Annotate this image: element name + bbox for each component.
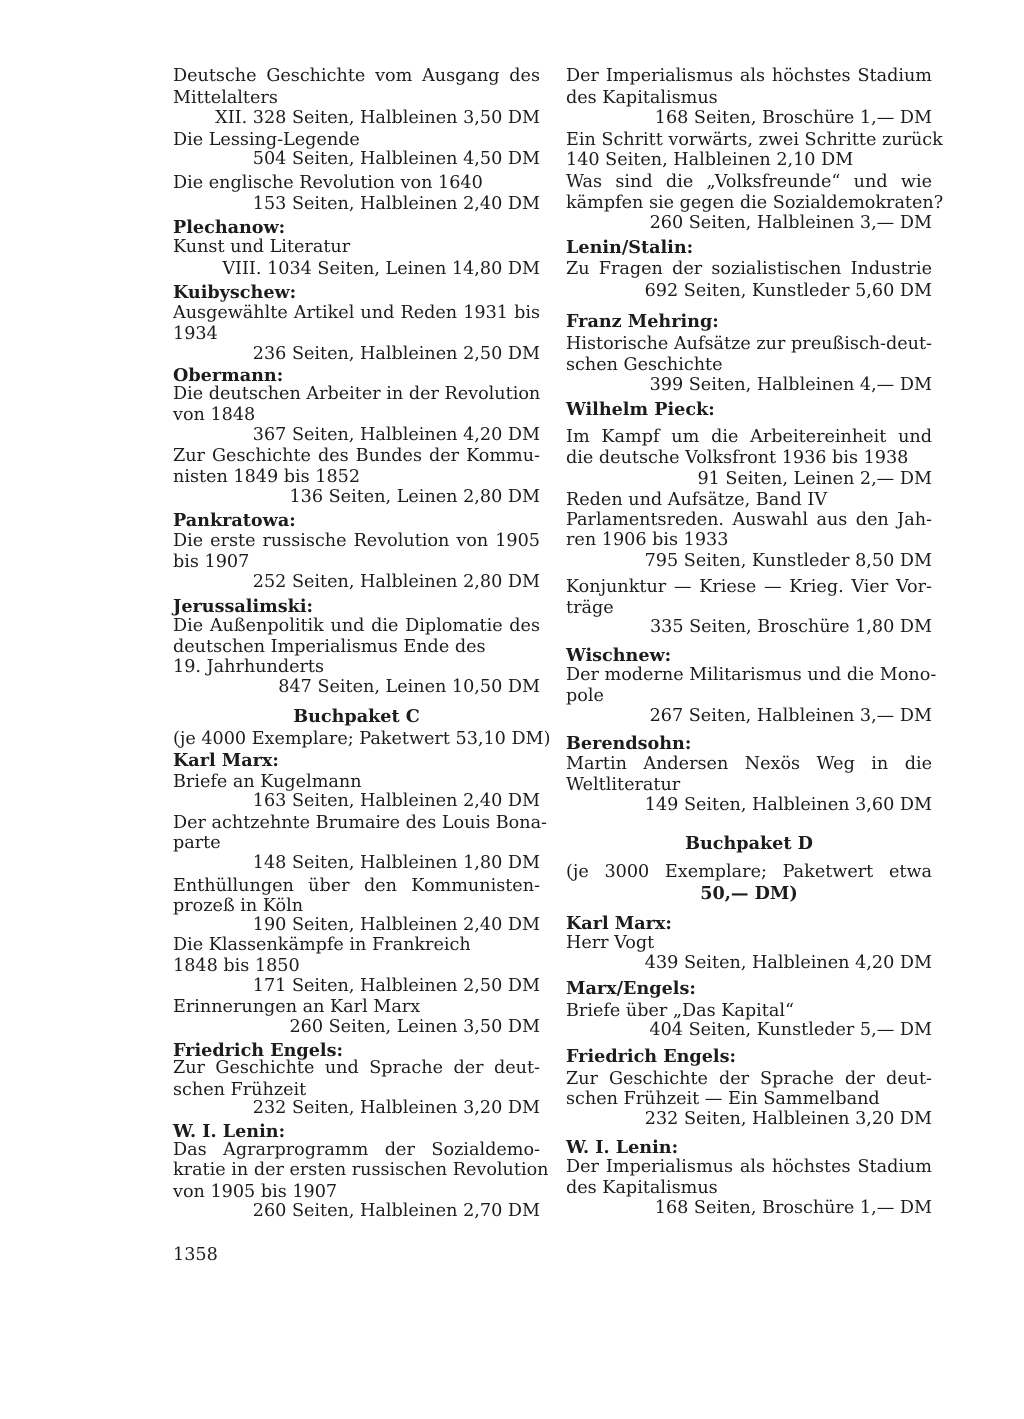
text-line: Die Lessing-Legende: [173, 130, 360, 150]
text-line: (je 4000 Exemplare; Paketwert 53,10 DM): [173, 729, 551, 749]
text-line: des Kapitalismus: [566, 88, 718, 108]
text-line: schen Frühzeit — Ein Sammelband: [566, 1089, 880, 1109]
text-line: schen Frühzeit: [173, 1080, 307, 1100]
author-heading: Karl Marx:: [566, 913, 672, 934]
text-line: 1848 bis 1850: [173, 956, 300, 976]
author-heading: Plechanow:: [173, 217, 286, 238]
text-line: Reden und Aufsätze, Band IV: [566, 490, 828, 510]
text-line: kratie in der ersten russischen Revolution: [173, 1160, 549, 1180]
author-heading: Jerussalimski:: [173, 596, 314, 617]
price-line: 168 Seiten, Broschüre 1,— DM: [654, 1198, 932, 1218]
text-line: pole: [566, 686, 604, 706]
text-line: Die erste russische Revolution von 1905: [173, 531, 540, 551]
author-heading: Obermann:: [173, 365, 284, 386]
price-line: 232 Seiten, Halbleinen 3,20 DM: [644, 1109, 932, 1129]
price-line: 439 Seiten, Halbleinen 4,20 DM: [644, 953, 932, 973]
text-line: Zur Geschichte des Bundes der Kommu-: [173, 446, 540, 466]
price-line: 91 Seiten, Leinen 2,— DM: [697, 469, 932, 489]
author-heading: W. I. Lenin:: [173, 1121, 286, 1142]
text-line: Deutsche Geschichte vom Ausgang des: [173, 66, 540, 86]
price-line: VIII. 1034 Seiten, Leinen 14,80 DM: [222, 259, 540, 279]
price-line: 171 Seiten, Halbleinen 2,50 DM: [252, 976, 540, 996]
text-line: Weltliteratur: [566, 775, 681, 795]
text-line: 140 Seiten, Halbleinen 2,10 DM: [566, 150, 854, 170]
price-line: 260 Seiten, Halbleinen 3,— DM: [649, 213, 932, 233]
author-heading: Marx/Engels:: [566, 978, 696, 999]
price-line: 236 Seiten, Halbleinen 2,50 DM: [252, 344, 540, 364]
text-line: prozeß in Köln: [173, 896, 304, 916]
price-line: 153 Seiten, Halbleinen 2,40 DM: [252, 194, 540, 214]
text-line: von 1905 bis 1907: [173, 1182, 338, 1202]
author-heading: W. I. Lenin:: [566, 1137, 679, 1158]
text-line: Briefe über „Das Kapital“: [566, 1001, 794, 1021]
text-line: Enthüllungen über den Kommunisten-: [173, 876, 540, 896]
price-line: 847 Seiten, Leinen 10,50 DM: [278, 677, 540, 697]
text-line: schen Geschichte: [566, 355, 723, 375]
text-line: Ein Schritt vorwärts, zwei Schritte zurück: [566, 130, 943, 150]
author-heading: Pankratowa:: [173, 510, 296, 531]
page-number: 1358: [173, 1245, 218, 1265]
text-line: Der moderne Militarismus und die Mono-: [566, 665, 937, 685]
text-line: träge: [566, 598, 614, 618]
text-line: Zur Geschichte und Sprache der deut-: [173, 1058, 540, 1078]
price-line: 168 Seiten, Broschüre 1,— DM: [654, 108, 932, 128]
text-line: Im Kampf um die Arbeitereinheit und: [566, 427, 932, 447]
price-line: 795 Seiten, Kunstleder 8,50 DM: [644, 551, 932, 571]
price-line: 260 Seiten, Halbleinen 2,70 DM: [252, 1201, 540, 1221]
text-line: Der Imperialismus als höchstes Stadium: [566, 66, 932, 86]
text-line: von 1848: [173, 405, 256, 425]
text-line: 1934: [173, 324, 218, 344]
section-heading: 50,— DM): [700, 883, 798, 904]
text-line: Herr Vogt: [566, 933, 655, 953]
text-line: parte: [173, 833, 221, 853]
section-heading: Buchpaket C: [293, 706, 420, 727]
text-line: Briefe an Kugelmann: [173, 772, 362, 792]
author-heading: Karl Marx:: [173, 750, 279, 771]
price-line: 252 Seiten, Halbleinen 2,80 DM: [252, 572, 540, 592]
author-heading: Franz Mehring:: [566, 311, 719, 332]
author-heading: Friedrich Engels:: [566, 1046, 736, 1067]
price-line: 692 Seiten, Kunstleder 5,60 DM: [644, 281, 932, 301]
text-line: Der achtzehnte Brumaire des Louis Bona-: [173, 813, 548, 833]
text-line: Erinnerungen an Karl Marx: [173, 997, 421, 1017]
price-line: 367 Seiten, Halbleinen 4,20 DM: [252, 425, 540, 445]
text-line: Das Agrarprogramm der Sozialdemo-: [173, 1140, 540, 1160]
text-line: Mittelalters: [173, 88, 278, 108]
price-line: 190 Seiten, Halbleinen 2,40 DM: [252, 915, 540, 935]
text-line: Ausgewählte Artikel und Reden 1931 bis: [173, 303, 540, 323]
price-line: 163 Seiten, Halbleinen 2,40 DM: [252, 791, 540, 811]
section-heading: Buchpaket D: [685, 833, 813, 854]
text-line: 19. Jahrhunderts: [173, 657, 325, 677]
text-line: deutschen Imperialismus Ende des: [173, 637, 486, 657]
text-line: Kunst und Literatur: [173, 237, 351, 257]
text-line: des Kapitalismus: [566, 1178, 718, 1198]
text-line: Zu Fragen der sozialistischen Industrie: [566, 259, 932, 279]
author-heading: Lenin/Stalin:: [566, 237, 694, 258]
text-line: Was sind die „Volksfreunde“ und wie: [566, 172, 932, 192]
price-line: 260 Seiten, Leinen 3,50 DM: [289, 1017, 540, 1037]
price-line: 267 Seiten, Halbleinen 3,— DM: [649, 706, 932, 726]
text-line: nisten 1849 bis 1852: [173, 467, 361, 487]
author-heading: Friedrich Engels:: [173, 1040, 343, 1061]
price-line: 136 Seiten, Leinen 2,80 DM: [289, 487, 540, 507]
text-line: bis 1907: [173, 552, 250, 572]
text-line: Der Imperialismus als höchstes Stadium: [566, 1157, 932, 1177]
author-heading: Berendsohn:: [566, 733, 692, 754]
text-line: Zur Geschichte der Sprache der deut-: [566, 1069, 932, 1089]
author-heading: Wischnew:: [566, 645, 672, 666]
text-line: Die Klassenkämpfe in Frankreich: [173, 935, 471, 955]
price-line: 399 Seiten, Halbleinen 4,— DM: [649, 375, 932, 395]
price-line: XII. 328 Seiten, Halbleinen 3,50 DM: [215, 108, 540, 128]
text-line: kämpfen sie gegen die Sozialdemokraten?: [566, 193, 944, 213]
text-line: Parlamentsreden. Auswahl aus den Jah-: [566, 510, 932, 530]
author-heading: Kuibyschew:: [173, 282, 297, 303]
text-line: (je 3000 Exemplare; Paketwert etwa: [566, 862, 932, 882]
price-line: 148 Seiten, Halbleinen 1,80 DM: [252, 853, 540, 873]
text-line: ren 1906 bis 1933: [566, 530, 729, 550]
text-line: Konjunktur — Kriese — Krieg. Vier Vor-: [566, 577, 932, 597]
price-line: 404 Seiten, Kunstleder 5,— DM: [649, 1020, 932, 1040]
price-line: 232 Seiten, Halbleinen 3,20 DM: [252, 1098, 540, 1118]
text-line: Die deutschen Arbeiter in der Revolution: [173, 384, 541, 404]
price-line: 149 Seiten, Halbleinen 3,60 DM: [644, 795, 932, 815]
author-heading: Wilhelm Pieck:: [566, 399, 715, 420]
text-line: die deutsche Volksfront 1936 bis 1938: [566, 448, 909, 468]
price-line: 504 Seiten, Halbleinen 4,50 DM: [252, 149, 540, 169]
text-line: Die englische Revolution von 1640: [173, 173, 483, 193]
price-line: 335 Seiten, Broschüre 1,80 DM: [649, 617, 932, 637]
text-line: Martin Andersen Nexös Weg in die: [566, 754, 932, 774]
text-line: Die Außenpolitik und die Diplomatie des: [173, 616, 540, 636]
text-line: Historische Aufsätze zur preußisch-deut-: [566, 334, 932, 354]
